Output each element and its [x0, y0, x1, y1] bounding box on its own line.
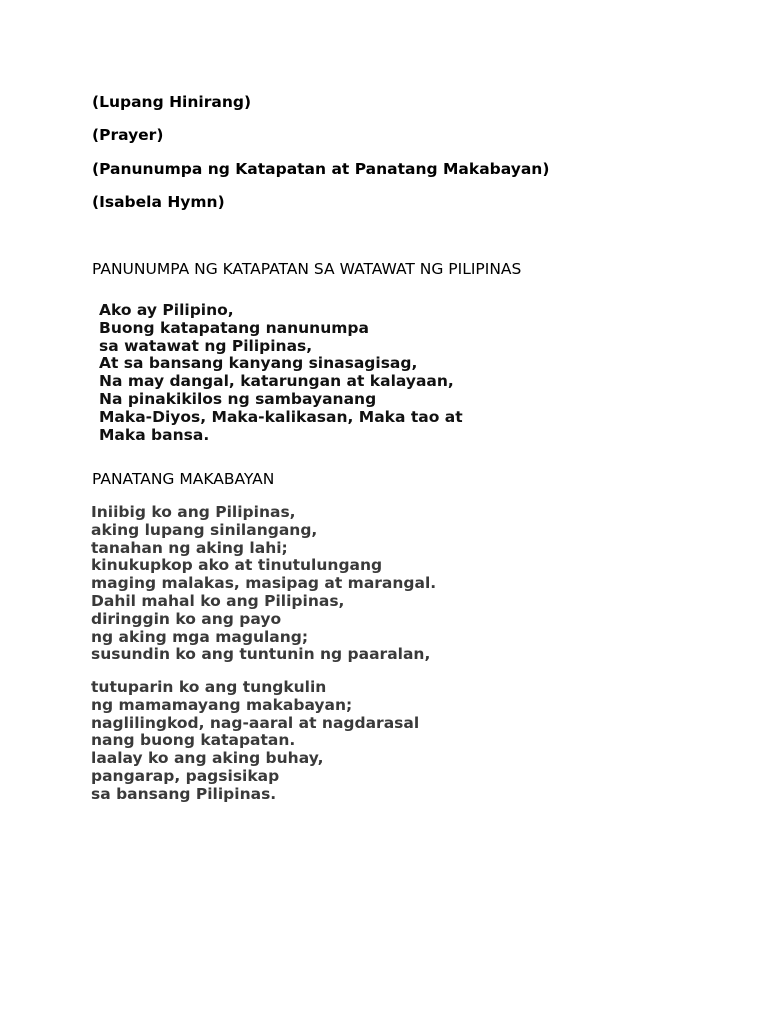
pledge-line: aking lupang sinilangang,: [91, 520, 318, 539]
pledge-line: naglilingkod, nag-aaral at nagdarasal: [91, 713, 420, 732]
pledge-line: kinukupkop ako at tinutulungang: [91, 556, 383, 575]
pledge-stanza-2: [91, 679, 419, 804]
pledge-line: nang buong katapatan.: [91, 731, 296, 750]
pledge-line: Iniibig ko ang Pilipinas,: [91, 503, 296, 521]
program-item-isabela-hymn: (Isabela Hymn): [92, 193, 225, 211]
pledge-line: susundin ko ang tuntunin ng paaralan,: [91, 645, 431, 664]
oath-line: sa watawat ng Pilipinas,: [99, 336, 313, 355]
pledge-line: Dahil mahal ko ang Pilipinas,: [91, 591, 345, 610]
oath-line: Na pinakikilos ng sambayanang: [99, 389, 377, 408]
pledge-title: PANATANG MAKABAYAN: [92, 470, 275, 488]
oath-line: Maka-Diyos, Maka-kalikasan, Maka tao at: [99, 407, 463, 426]
oath-line: At sa bansang kanyang sinasagisag,: [99, 354, 418, 373]
pledge-stanza-1: [91, 504, 436, 664]
pledge-line: tanahan ng aking lahi;: [91, 538, 288, 557]
program-item-lupang-hinirang: (Lupang Hinirang): [92, 93, 252, 111]
pledge-line: maging malakas, masipag at marangal.: [91, 574, 437, 593]
oath-text: [99, 302, 463, 444]
oath-line: Buong katapatang nanunumpa: [99, 318, 369, 337]
program-item-prayer: (Prayer): [92, 126, 164, 144]
pledge-line: ng mamamayang makabayan;: [91, 695, 353, 714]
pledge-line: sa bansang Pilipinas.: [91, 784, 277, 803]
program-item-panunumpa: (Panunumpa ng Katapatan at Panatang Makabayan): [92, 160, 550, 178]
oath-line: Ako ay Pilipino,: [99, 301, 234, 319]
pledge-line: tutuparin ko ang tungkulin: [91, 678, 327, 696]
oath-title: PANUNUMPA NG KATAPATAN SA WATAWAT NG PILIPINAS: [92, 260, 522, 278]
pledge-line: ng aking mga magulang;: [91, 627, 309, 646]
pledge-line: pangarap, pagsisikap: [91, 766, 280, 785]
oath-line: Na may dangal, katarungan at kalayaan,: [99, 372, 454, 391]
pledge-line: laalay ko ang aking buhay,: [91, 749, 324, 768]
oath-line: Maka bansa.: [99, 425, 210, 444]
pledge-line: diringgin ko ang payo: [91, 609, 282, 628]
